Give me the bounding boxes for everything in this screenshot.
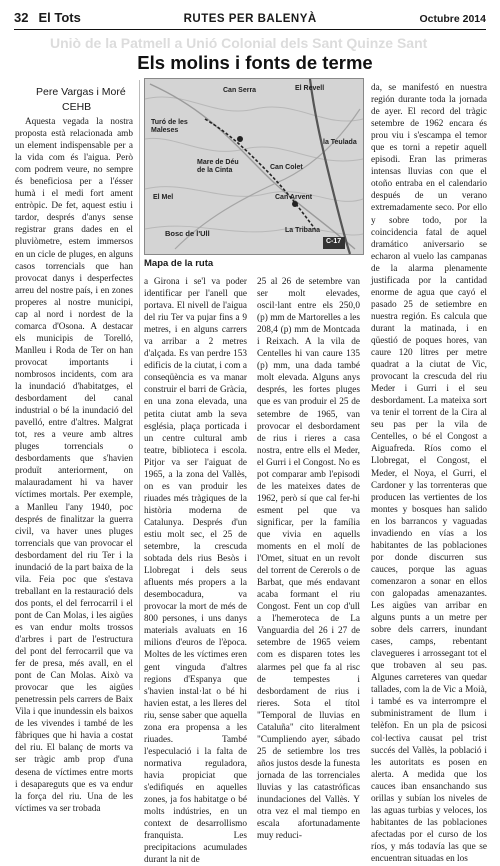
author-name: Pere Vargas i Moré	[36, 86, 126, 98]
faded-background-text: Uniò de la Patmell a Unió Colonial dels Sant Quinze Sant	[50, 35, 428, 51]
column-1-text: Aquesta vegada la nostra proposta està relacionada amb un element indispensable per a la vida com és l'aigua. Però com podrem veure, no sempre és beneficiosa per a l'ésser humà i el medi fort ament entròpic. De fet, aquest estiu i tardor, després d'anys sense registrar grans dades en el pluviòmetre, estem immersos en un cicle de pluges, en alguns casos torrencials que han provocat danys i desperfectes arreu del nostre país, i en zones properes al nostre municipi, cap al nord i nordest de la comarca d'Osona. A destacar els municipis de Torelló, Manlleu i Roda de Ter on han provocat importants i nombrosos incidents, com ara la inundació d'habitatges, el desbordament del canal industrial o bé la inundació del pavelló, entre d'altres. Malgrat tot, res a veure amb altres pluges torrencials o desbordaments que s'havien produït anteriorment, on malauradament hi va haver víctimes mortals. Per exemple, a Manlleu l'any 1940, poc després de finalitzar la guerra civil, va haver unes pluges torrencials que van provocar el desbordament del riu Ter i la inundació de la part baixa de la vila. Feia poc que s'estava treballant en la restauració dels dos ponts, el del ferrocarril i el pont de Can Molas, i les aigües es van endur molts trossos d'arbres i part de l'estructura del pont del ferrocarril que va fer de presa, més avall, en el pont de Can Molas. Això va provocar que les aigües penetressin pels carrers de Baix Vila i que inundessin els baixos de les vivendes i també de les fàbriques que hi havia a costat del riu. El balanç de morts va ser tràgic amb prop d'una desena de víctimes entre morts i desapareguts que es va endur la força del riu. Una de les víctimes va ser trobada	[15, 117, 133, 814]
map-label-bosc: Bosc de l'Ull	[165, 229, 210, 238]
article-column-2	[144, 276, 247, 866]
route-map	[144, 78, 364, 255]
page-header	[14, 8, 486, 30]
article-column-3	[257, 276, 360, 842]
header-left	[14, 10, 81, 25]
map-label-la-teulada: la Teulada	[323, 139, 357, 146]
map-caption: Mapa de la ruta	[144, 258, 214, 269]
map-label-can-arvent: Can Arvent	[275, 194, 313, 201]
section-name: El Tots	[38, 10, 81, 25]
map-label-road: C-17	[326, 238, 342, 245]
article-title: Els molins i fonts de terme	[120, 51, 390, 75]
map-label-el-revell: El Revell	[295, 85, 325, 92]
map-label-la-tribana: La Tribana	[285, 227, 321, 234]
column-4-text: da, se manifestó en nuestra región durante toda la jornada de ayer. El record del tràgic setembre de 1962 encara és prou viu i s'escampa el temor que es torni a repetir aquell episodi. Eran las primeras intensas lluvias con que el otoño entraba en el calendario después de un verano extremadamente seco. Por ello y sobre todo, por la coincidencia fatal de aquel dramático aniversario se echaron al vuelo las campanas de la alarma plenamente justificada por la cantidad enorme de agua que cayó el pasado 25 de setiembre en nuestra región. Es calcula que durant la matinada, i en qüestió de poques hores, van caure 120 litres per metre quadrat a la ciutat de Vic, provocant la crescuda del riu Meder i Gurri i el seu desbordament. La mateixa sort va tenir el torrent de la Cira al seu pas per la vila de Centelles, o bé el Congost a Aiguafreda. Ríos como el Llobregat, el Congost, el Meder, el Noya, el Gurri, el Cardoner y las torrenteras que producen las vertientes de los montes y bosques han salido en los barrancos y vaguadas invadiendo en vías a los habitantes de las poblaciones por donde discurren sus cauces, porque las aguas comenzaron a sonar en ellos con galopadas amenazantes. Les aigües van arribar en alguns punts a un metre per sobre dels carrers, inundant cases, camps, rebentant clavegueres i arrossegant tot el que trobaven al seu pas. Algunes carreteres van quedar tallades, com la de Vic a Moià, i també es va interrompre el subministrament de llum i telèfon. En un pla de psicosi col·lectiva causat pel trist succés del Vallès, la població i les autoritats es posen en alerta. A medida que los cauces iban ensanchando sus orillas y subían los niveles de las aguas turbias y veloces, los habitantes de las poblaciones afectadas por el curso de los ríos, y más todavía las que se encuentran situadas en los	[371, 83, 487, 864]
map-label-el-mel: El Mel	[153, 194, 174, 201]
column-3-text: 25 al 26 de setembre van ser molt elevades, oscil·lant entre els 250,0 (p) mm de Martorelles a les 208,4 (p) mm de Montcada i Reixach. A la vila de Centelles hi van caure 135 (p) mm, una dada també molt elevada. Alguns anys després, les fortes pluges que es van produir el 25 de setembre de 1965, van provocar el desbordament de rius i rieres a casa nostra, entre ells el Meder, el Gurri i el Congost. No es pot comparar amb l'episodi de les mateixes dates de 1962, però sí que cal fer-hi esment pel que va significar, per la família que vivia en aquells moments en el molí de l'Omet, situat en un revolt del torrent de Cererols o de Barbat, que més endavant acaba formant el riu Congost. Fent un cop d'ull a l'hemeroteca de La Vanguardia del 26 i 27 de setembre de 1965 veiem com es disparen totes les alarmes pel que fa al risc de tempestes i desbordament de rius i rieres. Sota el títol "Temporal de lluvias en Cataluña" cito literalment "Cumpliendo ayer, sábado 25 de setiembre los tres años justos desde la funesta jornada de las torrenciales lluvias y las catastróficas inundaciones del Vallès. Y otra vez el mal tiempo en escala afortunadamente muy reduci-	[257, 277, 360, 842]
map-label-can-colet: Can Colet	[270, 164, 303, 171]
publication-name: RUTES PER BALENYÀ	[183, 13, 317, 25]
page-number: 32	[14, 10, 29, 25]
map-label-turo: Turó de les Maleses	[151, 119, 188, 134]
route-map-graphic	[145, 79, 363, 254]
article-column-1	[15, 116, 133, 814]
article-column-4	[371, 82, 487, 864]
map-label-mare-de-deu: Mare de Déu de la Cinta	[197, 159, 239, 174]
column-2-text: a Girona i se'l va poder identificar per l'anell que portava. El nivell de l'aigua del riu Ter va pujar fins a 9 metres, i en alguns carrers va arribar a 2 metres d'alçada. Es van perdre 153 edificis de la ciutat, i com a conseqüència es va manar construir el barri de Gràcia, en una zona elevada, una petita ciutat amb la seva església, plaça porticada i un centre cultural amb teatre, biblioteca i escola. Pitjor va ser l'aiguat de 1965, a la zona del Vallès, on es van produir les riuades més tràgiques de la història moderna de Catalunya. Després d'un estiu molt sec, el 25 de setembre, la crescuda sobtada dels rius Besòs i Llobregat i dels seus afluents més propers a la desembocadura, va provocar la mort de més de 800 persones, i uns danys materials avaluats en 16 milions d'euros de l'època. Moltes de les víctimes eren gent vinguda d'altres regions d'Espanya que s'havien instal·lat o bé hi havien estat, a les lleres del riu, sense saber que aquella zona era propensa a les riuades. També l'especulació i la falta de normativa reguladora, havia propiciat que s'edifiqués en aquelles zones, ja fos habitatge o bé molts indústries, en un context de desarrollismo franquista. Les precipitacions acumulades durant la nit de	[144, 277, 247, 866]
map-label-can-serra: Can Serra	[223, 87, 257, 94]
author-organization: CEHB	[62, 101, 92, 113]
column-divider	[139, 80, 140, 690]
issue-date: Octubre 2014	[419, 13, 486, 25]
